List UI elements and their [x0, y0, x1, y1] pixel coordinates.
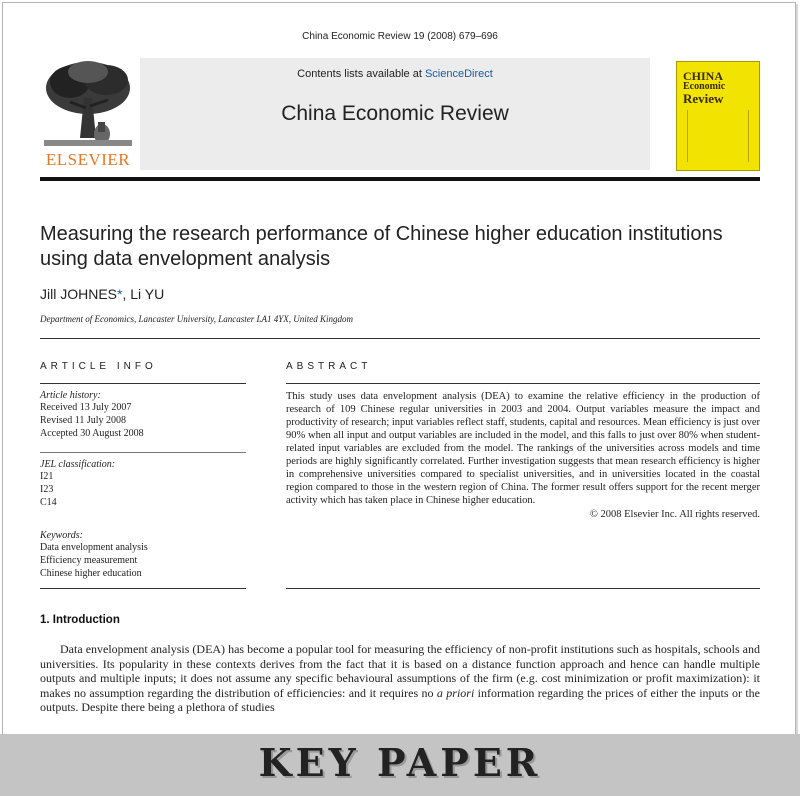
keyword: Efficiency measurement [40, 554, 138, 566]
elsevier-logo [40, 58, 136, 170]
cover-line-1: CHINA [683, 69, 724, 83]
abstract-bottom-rule [286, 588, 760, 589]
history-list [40, 402, 144, 440]
jel-code: I21 [40, 471, 54, 482]
tree-icon [40, 58, 136, 150]
journal-title: China Economic Review [281, 102, 509, 125]
banner-text: KEY PAPER [258, 740, 542, 785]
divider-top [40, 338, 760, 339]
publisher-logo-text: ELSEVIER [45, 150, 131, 169]
keyword: Data envelopment analysis [40, 542, 148, 553]
history-accepted: Accepted 30 August 2008 [40, 427, 144, 439]
header-rule [40, 177, 760, 181]
history-revised: Revised 11 July 2008 [40, 414, 127, 426]
intro-italic: a priori [436, 685, 475, 700]
article-info-bottom-rule [40, 588, 246, 589]
sciencedirect-link[interactable]: ScienceDirect [424, 68, 493, 80]
journal-reference: China Economic Review 19 (2008) 679–696 [302, 31, 498, 42]
contents-prefix: Contents lists available at [297, 68, 425, 80]
article-info-heading: ARTICLE INFO [40, 361, 157, 372]
abstract-rule [286, 383, 760, 384]
article-title: Measuring the research performance of Chinese higher education institutions using data envelopment analysis [40, 223, 723, 270]
abstract-body [286, 390, 760, 521]
copyright: © 2008 Elsevier Inc. All rights reserved. [589, 509, 760, 520]
article-info-rule [40, 383, 246, 384]
author-yu: , Li YU [122, 286, 165, 302]
introduction-heading: 1. Introduction [40, 614, 120, 626]
key-paper-banner [0, 734, 800, 796]
abstract-text: This study uses data envelopment analysis (DEA) to examine the relative efficiency in the production of research of 109 Chinese regular universities in 2003 and 2004. Output variables measure the impact and productivity of research; input variables reflect staff, students, capital and resources. Mean efficiency is just over 90% when all input and output variables are included in the model, and this falls to just over 80% when student-related input variables are excluded from the model. The rankings of the universities across models and time periods are highly significantly correlated. Further investigation suggests that mean research efficiency is higher in comprehensive universities compared to specialist universities, and in universities located in the coastal region compared to those in the western region of China. The former result offers support for the recent merger activity which has taken place in Chinese higher education. [286, 391, 760, 506]
jel-label: JEL classification: [40, 459, 116, 470]
intro-part-1: Data envelopment analysis (DEA) has become a popular tool for measuring the efficiency of non-profit institutions such as hospitals, schools and universities. Its popularity in these contexts derives from the fact that it is based on a distance function approach and hence can handle multiple outputs and multiple inputs; it does not assume any specific behavioural assumptions of the firm (e.g. cost minimization or profit maximization): it makes no assumption regarding the distribution of efficiencies: and it requires no [40, 642, 760, 700]
affiliation: Department of Economics, Lancaster University, Lancaster LA1 4YX, United Kingdom [40, 314, 353, 324]
jel-list [40, 471, 57, 509]
jel-code: I23 [40, 483, 54, 495]
history-received: Received 13 July 2007 [40, 402, 132, 413]
history-rule [40, 452, 246, 453]
jel-code: C14 [40, 496, 57, 508]
cover-line-2: Economic [683, 81, 726, 92]
history-label: Article history: [40, 390, 101, 401]
journal-header [140, 58, 650, 170]
cover-title [683, 70, 725, 105]
author-johnes: Jill JOHNES [40, 286, 118, 302]
cover-line-3: Review [683, 91, 724, 106]
cover-decoration [687, 110, 749, 162]
journal-cover [676, 61, 760, 171]
corresponding-author-mark[interactable]: * [117, 286, 123, 302]
keyword: Chinese higher education [40, 567, 142, 579]
intro-part-2: information regarding the prices of either the inputs or the outputs. Despite there being a plethora of studies [40, 685, 760, 715]
authors [40, 286, 164, 302]
contents-line [140, 68, 650, 80]
abstract-heading: ABSTRACT [286, 361, 372, 372]
introduction-text [40, 642, 760, 715]
keywords-list [40, 542, 148, 580]
keywords-label: Keywords: [40, 530, 83, 541]
